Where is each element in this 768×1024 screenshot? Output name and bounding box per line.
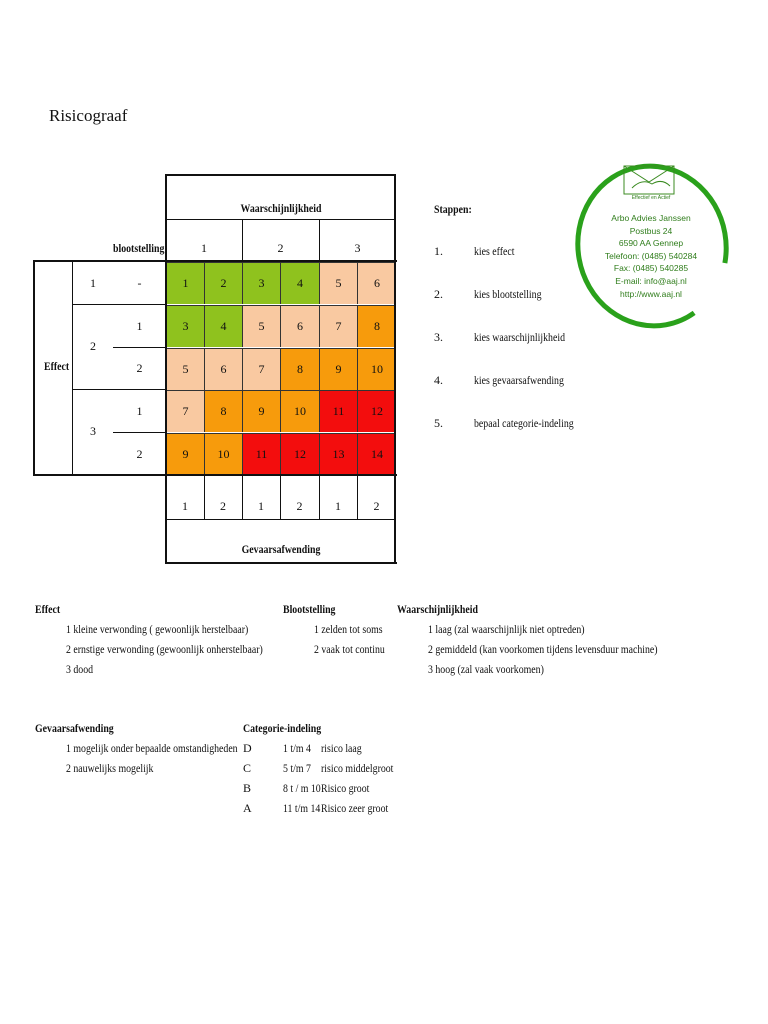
categorie-letter: C (243, 761, 252, 775)
legend-effect-item: 3 dood (66, 662, 94, 676)
step-text: kies blootstelling (474, 287, 542, 301)
risk-cell: 7 (242, 348, 280, 390)
legend-categorie-heading: Categorie-indeling (243, 721, 322, 735)
logo-slogan: Effectief en Actief (631, 195, 671, 201)
categorie-desc: Risico zeer groot (321, 801, 389, 815)
risk-cell: 2 (204, 262, 242, 304)
waarschijnlijkheid-value-2: 2 (277, 241, 284, 255)
effect-value-1: 1 (90, 276, 96, 290)
gevaar-value: 1 (335, 499, 341, 513)
company-logo (572, 158, 730, 333)
legend-blootstelling-item: 1 zelden tot soms (314, 622, 383, 636)
legend-gevaarsafwending-item: 2 nauwelijks mogelijk (66, 761, 154, 775)
gevaar-value: 2 (220, 499, 226, 513)
logo-contact (572, 212, 730, 300)
gevaar-value: 2 (296, 499, 303, 513)
risk-cell: 9 (242, 390, 280, 432)
effect-value-2: 2 (90, 339, 96, 353)
risk-cell: 12 (280, 433, 319, 474)
blootstelling-header: blootstelling (113, 241, 165, 255)
step-number: 5. (434, 416, 443, 430)
risk-cell: 11 (319, 390, 357, 432)
waarschijnlijkheid-value-1: 1 (201, 241, 207, 255)
step-number: 3. (434, 330, 443, 344)
logo-line: E-mail: info@aaj.nl (615, 275, 687, 286)
risk-cell: 10 (204, 433, 242, 474)
risk-cell: 7 (166, 390, 204, 432)
risk-cell: 1 (166, 262, 204, 304)
legend-gevaarsafwending-item: 1 mogelijk onder bepaalde omstandigheden (66, 741, 238, 755)
blootstelling-row-value: - (137, 276, 142, 290)
logo-line: http://www.aaj.nl (620, 288, 682, 299)
step-number: 4. (434, 373, 443, 387)
risk-cell: 6 (204, 348, 242, 390)
step-number: 1. (434, 244, 443, 258)
categorie-letter: A (243, 801, 252, 815)
risk-cell: 7 (319, 305, 357, 347)
risk-cell: 10 (357, 348, 396, 390)
logo-line: Telefoon: (0485) 540284 (604, 250, 698, 261)
step-number: 2. (434, 287, 443, 301)
blootstelling-row-value: 1 (136, 319, 143, 333)
waarschijnlijkheid-value-3: 3 (354, 241, 361, 255)
risk-cell: 6 (357, 262, 396, 304)
legend-waarschijnlijkheid-item: 1 laag (zal waarschijnlijk niet optreden) (428, 622, 585, 636)
waarschijnlijkheid-header: Waarschijnlijkheid (240, 201, 322, 215)
legend-effect-heading: Effect (35, 602, 61, 616)
risk-cell: 5 (166, 348, 204, 390)
risk-cell: 8 (357, 305, 396, 347)
step-text: kies effect (474, 244, 515, 258)
risk-cell: 12 (357, 390, 396, 432)
categorie-letter: B (243, 781, 252, 795)
blootstelling-row-value: 1 (136, 404, 143, 418)
legend-waarschijnlijkheid-heading: Waarschijnlijkheid (397, 602, 478, 616)
risk-cell: 4 (204, 305, 242, 347)
categorie-range: 5 t/m 7 (283, 761, 311, 775)
gevaar-value: 2 (373, 499, 380, 513)
risk-cell: 9 (319, 348, 357, 390)
effect-value-3: 3 (90, 424, 96, 438)
legend-waarschijnlijkheid-item: 3 hoog (zal vaak voorkomen) (428, 662, 544, 676)
legend-effect-item: 1 kleine verwonding ( gewoonlijk herstelbaar) (66, 622, 249, 636)
risk-cell: 8 (280, 348, 319, 390)
legend-waarschijnlijkheid-item: 2 gemiddeld (kan voorkomen tijdens levensduur machine) (428, 642, 658, 656)
step-text: kies gevaarsafwending (474, 373, 564, 387)
page-title: Risicograaf (49, 106, 128, 125)
risk-cell: 14 (357, 433, 396, 474)
gevaarsafwending-label: Gevaarsafwending (241, 542, 321, 556)
logo-line: Fax: (0485) 540285 (613, 263, 689, 274)
effect-label: Effect (44, 359, 70, 373)
steps-heading: Stappen: (434, 202, 472, 216)
risk-cell: 3 (166, 305, 204, 347)
gevaar-value: 1 (182, 499, 188, 513)
gevaar-value: 1 (258, 499, 264, 513)
legend-gevaarsafwending-heading: Gevaarsafwending (35, 721, 114, 735)
blootstelling-row-value: 2 (136, 447, 143, 461)
categorie-desc: Risico groot (321, 781, 370, 795)
legend-blootstelling-heading: Blootstelling (283, 602, 336, 616)
logo-line: Arbo Advies Janssen (611, 213, 691, 223)
risk-cell: 9 (166, 433, 204, 474)
categorie-range: 1 t/m 4 (283, 741, 311, 755)
categorie-desc: risico middelgroot (321, 761, 394, 775)
categorie-letter: D (243, 741, 252, 755)
risk-cell: 8 (204, 390, 242, 432)
risk-cell: 5 (319, 262, 357, 304)
categorie-range: 8 t / m 10 (283, 781, 321, 795)
logo-line: Postbus 24 (629, 225, 673, 236)
risk-cell: 4 (280, 262, 319, 304)
blootstelling-row-value: 2 (136, 361, 143, 375)
categorie-range: 11 t/m 14 (283, 801, 321, 815)
categorie-desc: risico laag (321, 741, 362, 755)
risk-cell: 3 (242, 262, 280, 304)
risk-cell: 5 (242, 305, 280, 347)
step-text: kies waarschijnlijkheid (474, 330, 566, 344)
legend-blootstelling-item: 2 vaak tot continu (314, 642, 385, 656)
legend-effect-item: 2 ernstige verwonding (gewoonlijk onherstelbaar) (66, 642, 263, 656)
step-text: bepaal categorie-indeling (474, 416, 574, 430)
risk-cell: 10 (280, 390, 319, 432)
risk-cell: 13 (319, 433, 357, 474)
risk-cell: 11 (242, 433, 280, 474)
logo-line: 6590 AA Gennep (618, 238, 684, 249)
risk-cell: 6 (280, 305, 319, 347)
